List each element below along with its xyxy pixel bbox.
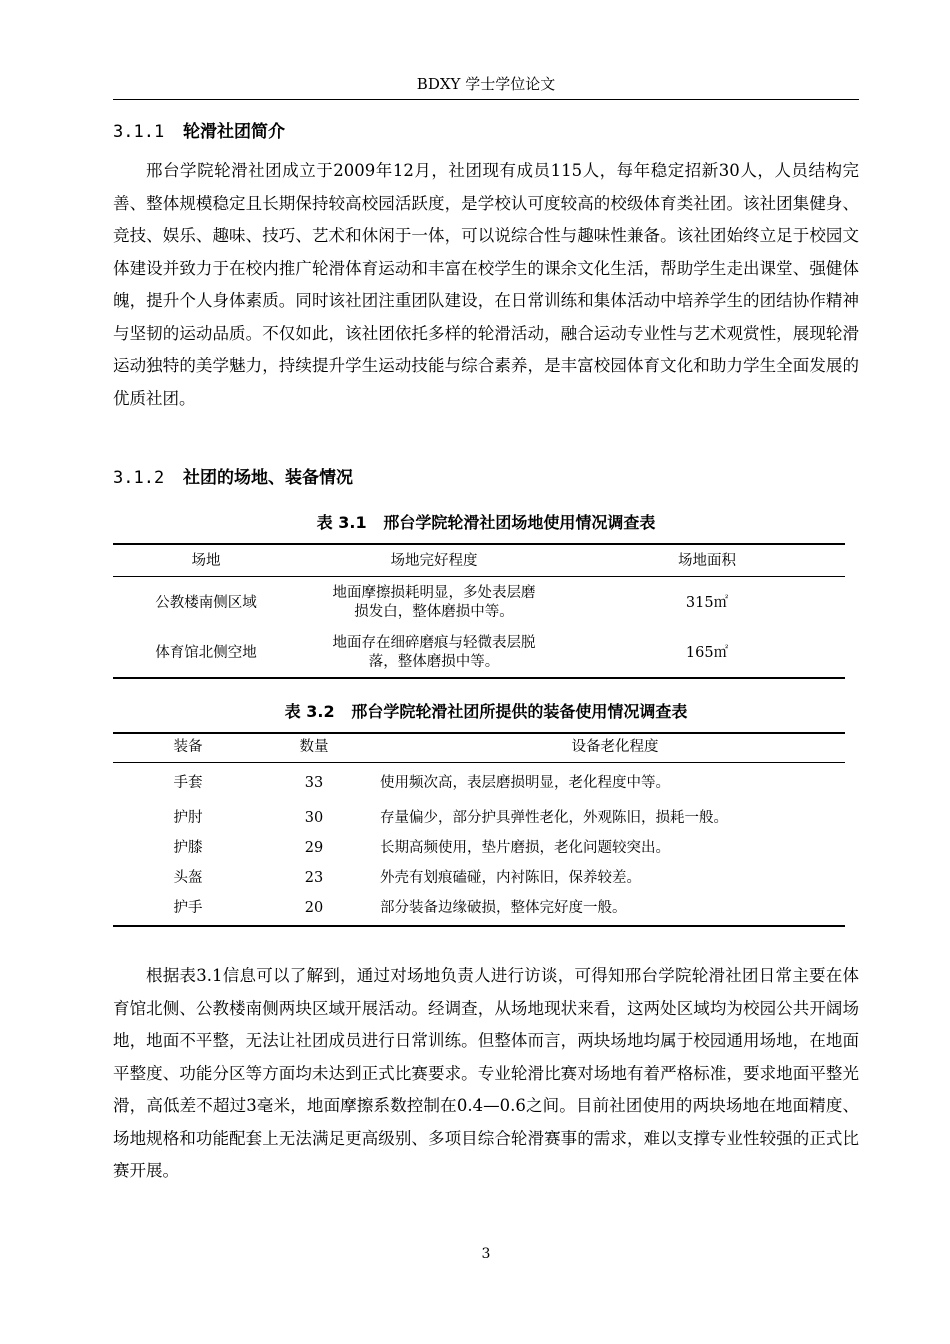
table1-row1-area: 315㎡ [685, 595, 729, 611]
table2-top-rule [113, 732, 845, 734]
running-header: BDXY 学士学位论文 [416, 75, 556, 93]
table1-bottom-rule [113, 677, 845, 679]
table2-row-qty: 23 [304, 870, 324, 886]
table2-row-qty: 29 [304, 840, 324, 856]
table2-row-qty: 30 [304, 810, 324, 826]
table2-caption-title: 邢台学院轮滑社团所提供的装备使用情况调查表 [351, 702, 688, 721]
table2-header-qty: 数量 [299, 739, 329, 755]
section-title: 轮滑社团简介 [183, 122, 285, 142]
table1-row1-condition-line1: 地面摩擦损耗明显，多处表层磨 [332, 585, 536, 601]
section-number: 3.1.2 [113, 468, 165, 488]
section-heading-3-1-2 [113, 466, 353, 490]
table2-row-aging: 使用频次高，表层磨损明显，老化程度中等。 [380, 775, 670, 791]
table1-row2-condition-line1: 地面存在细碎磨痕与轻微表层脱 [332, 635, 536, 651]
table2-row-qty: 33 [304, 775, 324, 791]
table2-row-aging: 存量偏少，部分护具弹性老化，外观陈旧，损耗一般。 [380, 810, 728, 826]
header-rule [113, 99, 859, 100]
table1-caption [113, 511, 859, 535]
table2-row-aging: 外壳有划痕磕碰，内衬陈旧，保养较差。 [380, 870, 641, 886]
table2-row-item: 护膝 [173, 840, 203, 856]
table1-row2-condition-line2: 落，整体磨损中等。 [368, 654, 500, 670]
section-heading-3-1-1 [113, 120, 285, 144]
table2-header-rule [113, 762, 845, 763]
table2-header-aging: 设备老化程度 [571, 739, 659, 755]
table1-header-rule [113, 576, 845, 577]
page-number: 3 [481, 1246, 491, 1262]
table1-top-rule [113, 543, 845, 545]
table1-header-condition: 场地完好程度 [390, 553, 478, 569]
table2-header-item: 装备 [173, 739, 203, 755]
table2-row-item: 手套 [173, 775, 203, 791]
table2-bottom-rule [113, 925, 845, 927]
table1-row1-site: 公教楼南侧区域 [155, 595, 257, 611]
section-title: 社团的场地、装备情况 [183, 468, 353, 488]
table2-row-qty: 20 [304, 900, 324, 916]
table2-row-item: 头盔 [173, 870, 203, 886]
table1-caption-number: 表 3.1 [316, 513, 367, 532]
section-number: 3.1.1 [113, 122, 165, 142]
table2-row-aging: 部分装备边缘破损，整体完好度一般。 [380, 900, 627, 916]
table1-row2-area: 165㎡ [685, 645, 729, 661]
table1-header-site: 场地 [191, 553, 221, 569]
table1-row1-condition-line2: 损发白，整体磨损中等。 [354, 604, 514, 620]
table2-caption [113, 700, 859, 724]
table2-row-aging: 长期高频使用，垫片磨损，老化问题较突出。 [380, 840, 670, 856]
table2-row-item: 护手 [173, 900, 203, 916]
table1-header-area: 场地面积 [678, 553, 736, 569]
club-intro-paragraph: 邢台学院轮滑社团成立于2009年12月，社团现有成员115人，每年稳定招新30人，人员结构完善、整体规模稳定且长期保持较高校园活跃度，是学校认可度较高的校级体育类社团。该社团集健身、竞技、娱乐、趣味、技巧、艺术和休闲于一体，可以说综合性与趣味性兼备。该社团始终立足于校园文体建设并致力于在校内推广轮滑体育运动和丰富在校学生的课余文化生活，帮助学生走出课堂、强健体魄，提升个人身体素质。同时该社团注重团队建设，在日常训练和集体活动中培养学生的团结协作精神与坚韧的运动品质。不仅如此，该社团依托多样的轮滑活动，融合运动专业性与艺术观赏性，展现轮滑运动独特的美学魅力，持续提升学生运动技能与综合素养，是丰富校园体育文化和助力学生全面发展的优质社团。 [113, 161, 859, 408]
table2-row-item: 护肘 [173, 810, 203, 826]
table2-caption-number: 表 3.2 [284, 702, 335, 721]
table1-row2-site: 体育馆北侧空地 [155, 645, 257, 661]
table1-caption-title: 邢台学院轮滑社团场地使用情况调查表 [383, 513, 656, 532]
site-analysis-paragraph: 根据表3.1信息可以了解到，通过对场地负责人进行访谈，可得知邢台学院轮滑社团日常主要在体育馆北侧、公教楼南侧两块区域开展活动。经调查，从场地现状来看，这两处区域均为校园公共开阔场地，地面不平整，无法让社团成员进行日常训练。但整体而言，两块场地均属于校园通用场地，在地面平整度、功能分区等方面均未达到正式比赛要求。专业轮滑比赛对场地有着严格标准，要求地面平整光滑，高低差不超过3毫米，地面摩擦系数控制在0.4—0.6之间。目前社团使用的两块场地在地面精度、场地规格和功能配套上无法满足更高级别、多项目综合轮滑赛事的需求，难以支撑专业性较强的正式比赛开展。 [113, 966, 859, 1180]
